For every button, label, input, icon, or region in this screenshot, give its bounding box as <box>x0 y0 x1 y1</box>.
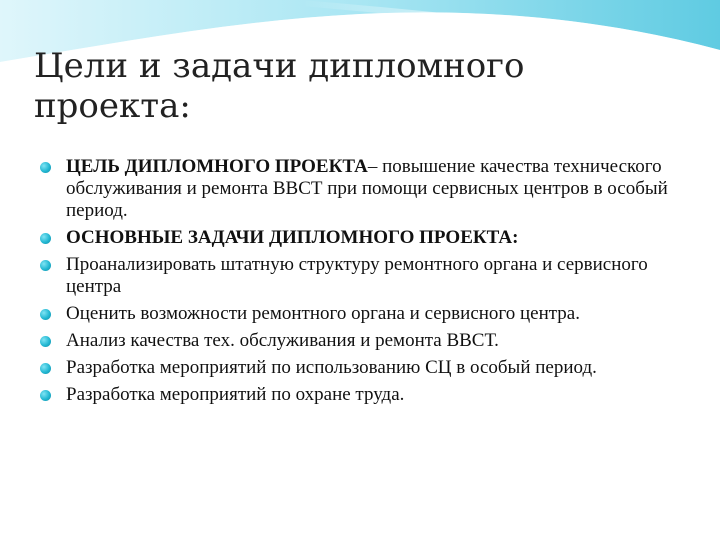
task-text: Разработка мероприятий по использованию СЦ в особый период. <box>66 357 597 378</box>
task-text: Проанализировать штатную структуру ремонтного органа и сервисного центра <box>66 254 648 297</box>
task-item <box>38 254 678 298</box>
goal-item <box>38 156 678 222</box>
goal-text: – повышение качества технического обслуживания и ремонта ВВСТ при помощи сервисных центров в особый период. <box>66 156 668 221</box>
tasks-heading: ОСНОВНЫЕ ЗАДАЧИ ДИПЛОМНОГО ПРОЕКТА: <box>66 227 519 248</box>
teal-dot-icon <box>40 260 51 271</box>
task-item <box>38 384 678 406</box>
bullet-list <box>38 156 678 411</box>
task-item <box>38 357 678 379</box>
tasks-heading-item <box>38 227 678 249</box>
task-text: Оценить возможности ремонтного органа и сервисного центра. <box>66 303 580 324</box>
task-item <box>38 303 678 325</box>
teal-dot-icon <box>40 162 51 173</box>
teal-dot-icon <box>40 309 51 320</box>
title-line-1: Цели и задачи дипломного <box>34 46 525 86</box>
task-text: Разработка мероприятий по охране труда. <box>66 384 405 405</box>
teal-dot-icon <box>40 233 51 244</box>
task-item <box>38 330 678 352</box>
title-line-2: проекта: <box>34 86 191 126</box>
teal-dot-icon <box>40 390 51 401</box>
teal-dot-icon <box>40 363 51 374</box>
goal-label: ЦЕЛЬ ДИПЛОМНОГО ПРОЕКТА <box>66 156 368 177</box>
slide-title <box>34 46 674 126</box>
teal-dot-icon <box>40 336 51 347</box>
task-text: Анализ качества тех. обслуживания и ремонта ВВСТ. <box>66 330 499 351</box>
